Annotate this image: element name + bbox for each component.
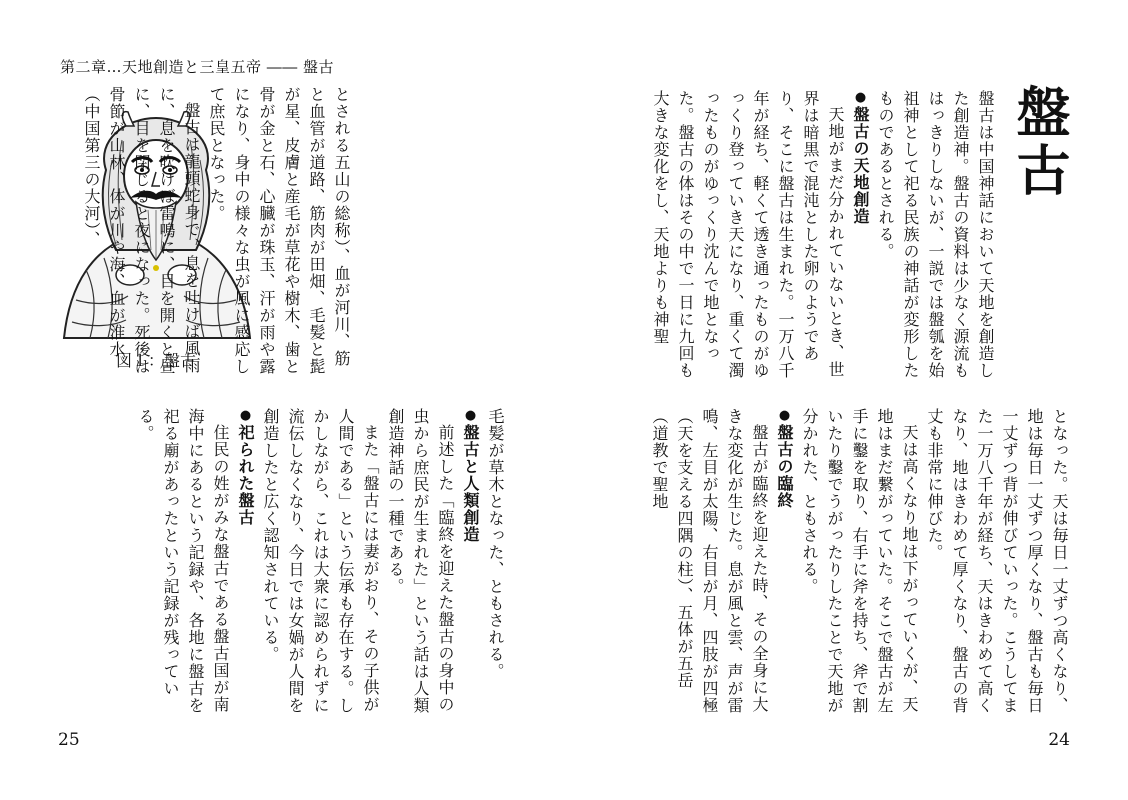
page-title: 盤古 (1008, 84, 1072, 200)
right-page (564, 0, 1128, 800)
section-heading (848, 90, 873, 390)
paragraph: 毛髪が草木となった、ともされる。 (486, 408, 505, 680)
heading-text: 盤古の臨終 (775, 424, 794, 509)
intro-paragraph: 盤古は中国神話において天地を創造した創造神。盤古の資料は少なく源流もはっきりしないが、一説では盤瓠を始祖神として祀る民族の神話が変形したものであるとされる。 (876, 90, 995, 379)
heading-text: 盤古の天地創造 (851, 106, 870, 225)
figure-caption: 図１：盤古 (115, 351, 196, 370)
page-number-left: 25 (58, 730, 80, 750)
bullet-icon: ● (853, 90, 868, 106)
paragraph: 盤古は龍頭蛇身で、息を吐けば風雨に、息を吹けば雷鳴に、目を開くと昼に、目を閉じると夜になった。死後は骨節が山林、体が川や海、血が淮水（中国第三の大河）、 (82, 86, 201, 375)
right-upper-text (648, 90, 998, 390)
paragraph: 住民の姓がみな盤古である盤古国が南海中にあるという記録や、各地に盤古を祀る廟があったという記録が残っている。 (136, 408, 230, 714)
section-heading (233, 408, 258, 716)
section-heading (458, 408, 483, 716)
heading-text: 祀られた盤古 (236, 424, 255, 526)
running-head: 第二章…天地創造と三皇五帝 ―― 盤古 (60, 58, 335, 76)
bullet-icon: ● (463, 408, 478, 424)
right-lower-text (647, 408, 1072, 716)
left-upper-text (79, 86, 354, 382)
page-number-right: 24 (1048, 730, 1070, 750)
bullet-icon: ● (777, 408, 792, 424)
paragraph: となった。天は毎日一丈ずつ高くなり、地は毎日一丈ずつ厚くなり、盤古も毎日一丈ずつ背が伸びていった。こうしてまた一万八千年が経ち、天はきわめて高くなり、地はきわめて厚くなり、盤古の背丈も非常に伸びた。 (925, 408, 1069, 714)
paragraph: また「盤古には妻がおり、その子供が人間である」という伝承も存在する。しかしながら、これは大衆に認められずに流伝しなくなり、今日では女媧が人間を創造したと広く認知されている。 (261, 408, 380, 714)
paragraph: 天は高くなり地は下がっていくが、天地はまだ繋がっていた。そこで盤古が左手に鑿を取り、右手に斧を持ち、斧で割いたり鑿でうがったりしたことで天地が分かれた、ともされる。 (800, 408, 919, 714)
paragraph: とされる五山の総称）、血が河川、筋と血管が道路、筋肉が田畑、毛髪と髭が星、皮膚と産毛が草花や樹木、歯と骨が金と石、心臓が珠玉、汗が雨や露になり、身中の様々な虫が風に感応して庶民となった。 (207, 86, 351, 375)
paragraph: 前述した「臨終を迎えた盤古の身中の虫から庶民が生まれた」という話は人類創造神話の一種である。 (386, 408, 455, 714)
heading-text: 盤古と人類創造 (461, 424, 480, 543)
left-lower-text (133, 408, 508, 716)
paragraph: 天地がまだ分かれていないとき、世界は暗黒で混沌とした卵のようであり、そこに盤古は生まれた。一万八千年が経ち、軽くて透き通ったものがゆっくり登っていき天になり、重くて濁ったものがゆっくり沈んで地となった。盤古の体はその中で一日に九回も大きな変化をし、天地よりも神聖 (651, 90, 845, 379)
section-heading (772, 408, 797, 716)
bullet-icon: ● (238, 408, 253, 424)
paragraph: 盤古が臨終を迎えた時、その全身に大きな変化が生じた。息が風と雲、声が雷鳴、左目が太陽、右目が月、四肢が四極（天を支える四隅の柱）、五体が五岳（道教で聖地 (650, 408, 769, 714)
